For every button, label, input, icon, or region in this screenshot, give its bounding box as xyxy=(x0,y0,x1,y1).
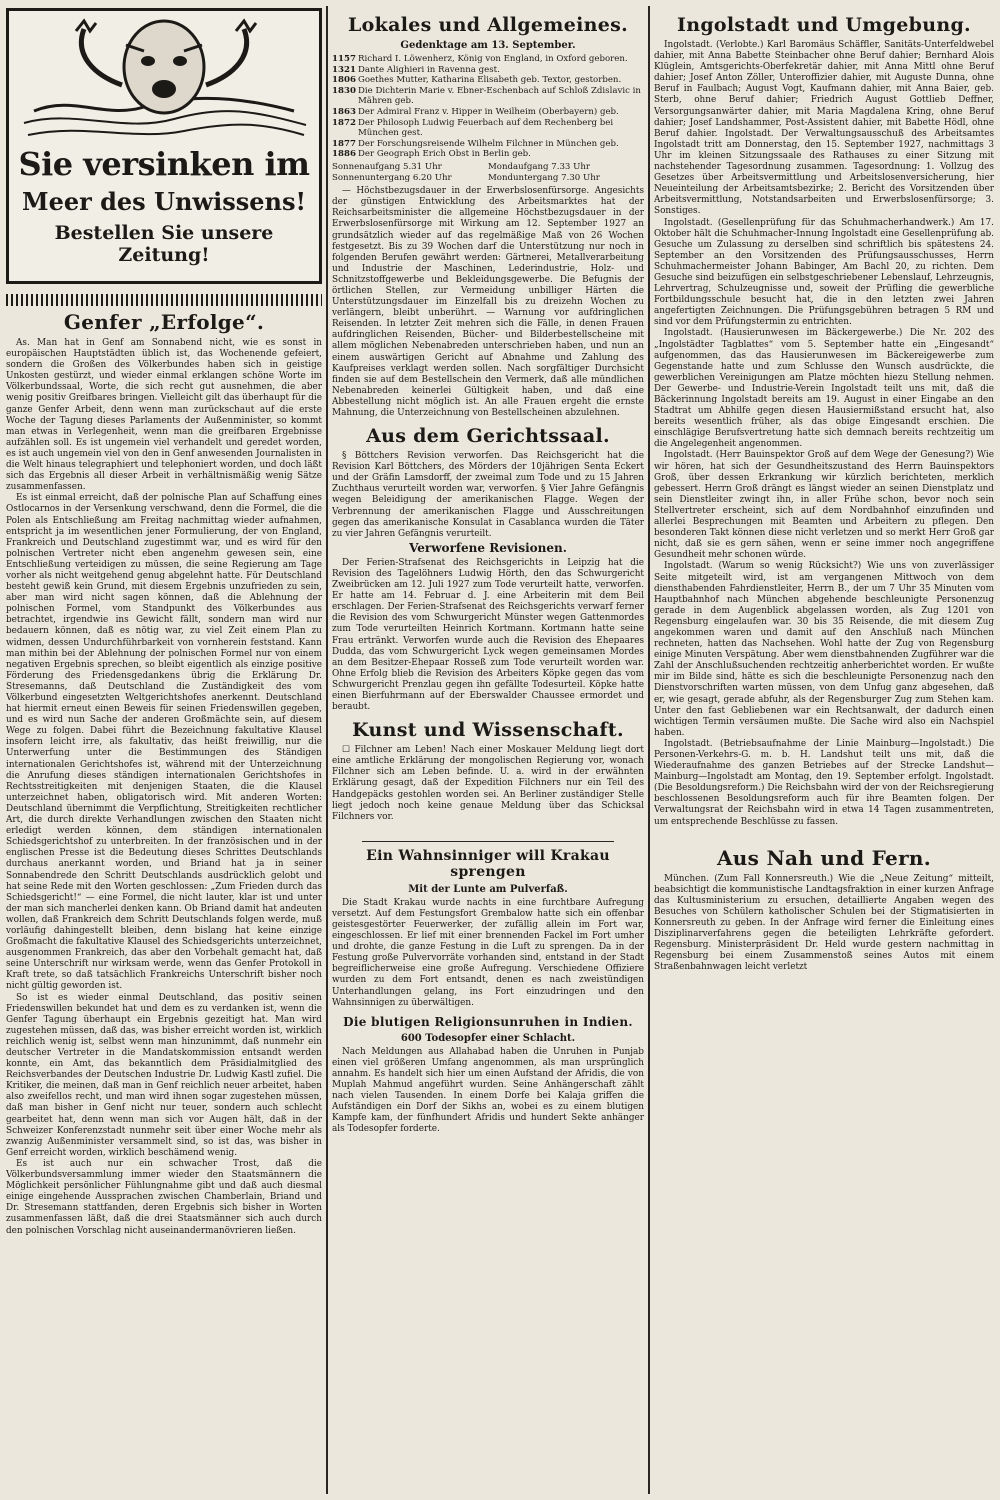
decorative-hatch-divider xyxy=(6,294,322,306)
list-item: 1806 Goethes Mutter, Katharina Elisabeth geb. Textor, gestorben. xyxy=(332,75,622,86)
kunst-body: ☐ Filchner am Leben! Nach einer Moskauer Meldung liegt dort eine amtliche Erklärung der mongolischen Regierung vor, wonach Filchner sich am Leben befinde. U. a. wird in der erwähnten Erklärung gesagt, daß der Expedition Filchners nur ein Teil des Handgepäcks gestohlen worden sei. An Berliner zuständiger Stelle liegt jedoch noch keine genaue Meldung über das Schicksal Filchners vor. xyxy=(332,745,644,822)
column-middle xyxy=(332,8,644,1494)
list-item: 1872 Der Philosoph Ludwig Feuerbach auf dem Rechenberg bei München gest. xyxy=(332,117,614,139)
krakau-body: Die Stadt Krakau wurde nachts in eine furchtbare Aufregung versetzt. Auf dem Festungsfort Grembalow hatte sich ein offenbar geistesgestörter Feuerwerker, der zufällig allein im Fort war, eingeschlossen. Er lief mit einer brennenden Fackel im Fort umher und drohte, die ganze Festung in die Luft zu sprengen. Da in der Festung große Pulvervorräte vorhanden sind, entstand in der Stadt begreiflicherweise eine große Aufregung. Verschiedene Offiziere wurden zu dem Fort entsandt, denen es nach zweistündigen Unterhandlungen gelang, ins Fort einzudringen und den Wahnsinnigen zu überwältigen. xyxy=(332,897,644,1008)
krakau-title: Ein Wahnsinniger will Krakau sprengen xyxy=(366,847,610,880)
gedenktage-list xyxy=(332,54,644,160)
article-paragraph: As. Man hat in Genf am Sonnabend nicht, wie es sonst in europäischen Hauptstädten üblich ist, das Wochenende gefeiert, sondern die Großen des Völkerbundes haben sich in geistige Unkosten gestürzt, und wieder einmal erklangen schöne Worte im Völkerbundssaal, Worte, die sich recht gut ausnehmen, die aber wenig positiv Greifbares bringen. Vielleicht gilt das überhaupt für die ganze Genfer Arbeit, denn wenn man zurückschaut auf die erste Woche der Tagung dieses Parlaments der Außenminister, so kommt man etwas in Verlegenheit, wenn man die greifbaren Ergebnisse aufzählen soll. Es ist ungemein viel verhandelt und geredet worden, es ist auch ungemein viel von den in Genf anwesenden Journalisten in die Welt hinaus telegraphiert und telephoniert worden, und doch läßt sich das Ergebnis all dieser Arbeit in verhältnismäßig wenig Sätze zusammenfassen. xyxy=(6,338,322,493)
list-item: 1830 Die Dichterin Marie v. Ebner-Eschenbach auf Schloß Zdislavic in Mähren geb. xyxy=(332,85,641,107)
column-left xyxy=(6,8,322,1494)
nah-fern-body: München. (Zum Fall Konnersreuth.) Wie die „Neue Zeitung“ mitteilt, beabsichtigt die kommunistische Landtagsfraktion in einer kurzen Anfrage das Kultusministerium zu ersuchen, detaillierte Angaben wegen des Besuches von Schülern katholischer Schulen bei der Stigmatisierten in Konnersreuth zu geben. In der Anfrage wird ferner die Einleitung eines Disziplinarverfahrens gegen die beteiligten Lehrkräfte gefordert. Regensburg. Ministerpräsident Dr. Held wurde gestern nachmittag in Regensburg bei einem Zusammenstoß seines Autos mit einem Straßenbahnwagen leicht verletzt xyxy=(654,873,994,973)
article-paragraph: So ist es wieder einmal Deutschland, das positiv seinen Friedenswillen bekundet hat und dem es zu verdanken ist, wenn die Genfer Tagung überhaupt ein Ergebnis gezeitigt hat. Man wird zugestehen müssen, daß das, was bisher erreicht worden ist, wirklich reichlich wenig ist, selbst wenn man hinzunimmt, daß nunmehr ein deutscher Vertreter in die Mandatskommission entsandt werden konnte, ein Amt, das bekanntlich dem Präsidialmitglied des Reichsverbandes der Deutschen Industrie Dr. Ludwig Kastl zufiel. Die Kritiker, die meinen, daß man in Genf reichlich neuer arbeitet, haben also zweifellos recht, und man wird ihnen sogar zugestehen müssen, daß man bisher in Genf nicht nur teuer, sondern auch schlecht gearbeitet hat, denn wenn man sich vor Augen hält, daß in der Schweizer Konferenzstadt nunmehr seit über einer Woche mehr als zwanzig Außenminister versammelt sind, so ist das, was bisher in Genf erreicht worden, wirklich beschämend wenig. xyxy=(6,992,322,1158)
ad-headline: Sie versinken im xyxy=(18,145,310,183)
krakau-subtitle: Mit der Lunte am Pulverfaß. xyxy=(408,883,568,895)
indien-subtitle: 600 Todesopfer einer Schlacht. xyxy=(400,1032,576,1044)
article-paragraph: Es ist auch nur ein schwacher Trost, daß die Völkerbundsversammlung immer wieder den Staatsmännern die Möglichkeit persönlicher Fühlungnahme gibt und daß auch diesmal einige eingehende Aussprachen zwischen Chamberlain, Briand und Dr. Stresemann stattfanden, deren Ergebnis sich bisher in Worten zusammenfassen läßt, daß die drei Staatsmänner sich auch durch den polnischen Vorschlag nicht auseinandermanövrieren ließen. xyxy=(6,1158,322,1236)
section-title-gericht: Aus dem Gerichtssaal. xyxy=(366,425,610,448)
list-item: 1863 Der Admiral Franz v. Hipper in Weilheim (Oberbayern) geb. xyxy=(332,106,619,117)
section-title-ingolstadt: Ingolstadt und Umgebung. xyxy=(677,14,971,36)
gericht-body: § Böttchers Revision verworfen. Das Reichsgericht hat die Revision Karl Böttchers, des Mörders der 10jährigen Senta Eckert und der Gräfin Lamsdorff, der zweimal zum Tode und zu 15 Jahren Zuchthaus verurteilt worden war, verworfen. § Vier Jahre Gefängnis wegen Beleidigung der amerikanischen Flagge. Wegen der Verbrennung der amerikanischen Flagge und Ausschreitungen gegen das amerikanische Konsulat in Casablanca wurden die Täter zu vier Jahren Gefängnis verurteilt. xyxy=(332,451,644,539)
indien-body: Nach Meldungen aus Allahabad haben die Unruhen in Punjab einen viel größeren Umfang angenommen, als man ursprünglich annahm. Es handelt sich hier um einen Aufstand der Afridis, die von Muplah Mahmud angeführt wurden. Seine Anhängerschaft zählt nach vielen Tausenden. In einem Dorfe bei Kalaja griffen die Aufständigen ein Dorf der Sikhs an, wobei es zu einem blutigen Kampfe kam, der fünfhundert Afridis und hundert Sekte anhänger als Todesopfer forderte. xyxy=(332,1046,644,1135)
section-title-kunst: Kunst und Wissenschaft. xyxy=(352,719,624,742)
indien-title: Die blutigen Religionsunruhen in Indien. xyxy=(343,1014,633,1029)
revisionen-body: Der Ferien-Strafsenat des Reichsgerichts in Leipzig hat die Revision des Tagelöhners Ludwig Hörth, den das Schwurgericht Zweibrücken am 12. Juli 1927 zum Tode verurteilt hatte, verworfen. Er hatte am 14. Februar d. J. eine Arbeiterin mit dem Beil erschlagen. Der Ferien-Strafsenat des Reichsgerichts verwarf ferner die Revision des vom Schwurgericht Münster wegen Gattenmordes zum Tode verurteilten Heinrich Kortmann. Kortmann hatte seine Frau ertränkt. Verworfen wurde auch die Revision des Ehepaares Dudda, das vom Schwurgericht Lyck wegen gemeinsamen Mordes an dem Besitzer-Ehepaar Rosseß zum Tode verurteilt worden war. Ohne Erfolg blieb die Revision des Arbeiters Köpke gegen das vom Schwurgericht Prenzlau gegen ihn gefällte Todesurteil. Köpke hatte einen Bierfuhrmann auf der Eberswalder Chaussee ermordet und beraubt. xyxy=(332,557,644,713)
drowning-figure-illustration xyxy=(14,15,314,143)
list-item: 1157 Richard I. Löwenherz, König von England, in Oxford geboren. xyxy=(332,54,628,64)
list-item: 1877 Der Forschungsreisende Wilhelm Filchner in München geb. xyxy=(332,138,619,149)
column-rule xyxy=(326,6,328,1494)
lokales-body: — Höchstbezugsdauer in der Erwerbslosenfürsorge. Angesichts der günstigen Entwicklung des Arbeitsmarktes hat der Reichsarbeitsminister die allgemeine Höchstbezugsdauer in der Erwerbslosenfürsorge mit Wirkung am 12. September 1927 an grundsätzlich wieder auf das regelmäßige Maß von 26 Wochen festgesetzt. Bis zu 39 Wochen darf die Unterstützung nur noch in folgenden Berufen gewährt werden: Gärtnerei, Metallverarbeitung und Industrie der Maschinen, Lederindustrie, Holz- und Schnitzstoffgewerbe und Bekleidungsgewerbe. Die Befugnis der örtlichen Stellen, zur Vermeidung unbilliger Härten die Unterstützungsdauer im Einzelfall bis zu dreizehn Wochen zu verlängern, bleibt unberührt. — Warnung vor aufdringlichen Reisenden. In letzter Zeit mehren sich die Fälle, in denen Frauen aufdringlichen Reisenden, Bücher- und Bilderbestellscheine mit allem möglichen Nebenabreden unterschrieben haben, und nun an einem auswärtigen Gericht auf Abnahme und Zahlung des Kaufpreises verklagt werden sollen. Nach sorgfältiger Durchsicht finden sie auf dem Bestellschein den Vermerk, daß alle mündlichen Nebenabreden keinerlei Gültigkeit haben, und daß eine Abbestellung nicht möglich ist. An alle Frauen ergeht die ernste Mahnung, die Unterzeichnung von Bestellscheinen abzulehnen. xyxy=(332,186,644,418)
sun-moon-times: Sonnenaufgang 5.31 Uhr Mondaufgang 7.33 Uhr Sonnenuntergang 6.20 Uhr Monduntergang 7.30 Uhr xyxy=(332,161,600,183)
list-item: 1886 Der Geograph Erich Obst in Berlin geb. xyxy=(332,149,531,160)
ad-call-to-action: Bestellen Sie unsere Zeitung! xyxy=(54,222,274,266)
revisionen-title: Verworfene Revisionen. xyxy=(409,540,567,555)
article-title: Genfer „Erfolge“. xyxy=(63,310,265,334)
column-rule xyxy=(648,6,650,1494)
section-title-nah-fern: Aus Nah und Fern. xyxy=(716,845,932,870)
column-right xyxy=(654,8,994,1494)
article-body xyxy=(6,338,322,1237)
article-paragraph: Es ist einmal erreicht, daß der polnische Plan auf Schaffung eines Ostlocarnos in der Versenkung verschwand, denn die Formel, die die Polen als Entschließung am Freitag nachmittag wieder aufnahmen, entspricht ja im wesentlichen jener Formulierung, der von England, Frankreich und Deutschland zugestimmt war, und es wird für den polnischen Vertreter nicht eben angenehm gewesen sein, eine Entschließung verteidigen zu müssen, die seine Regierung am Tage vorher als nicht weitgehend genug abgelehnt hatte. Für Deutschland besteht gewiß kein Grund, mit diesem Ergebnis unzufrieden zu sein, aber man wird nicht sagen können, daß die Ablehnung der polnischen Formel, vom Standpunkt des Völkerbundes aus betrachtet, irgendwie ins Gewicht fällt, sondern man wird nur bedauern können, daß es nötig war, zu viel Zeit einem Plan zu widmen, dessen Undurchführbarkeit von vornherein feststand. Kann man mithin bei der Ablehnung der polnischen Formel nur von einem negativen Ergebnis sprechen, so bleibt eigentlich als einzige positive Förderung des Friedensgedankens übrig die Erklärung Dr. Stresemanns, daß Deutschland die Zuständigkeit des vom Völkerbund eingesetzten Weltgerichtshofes anerkennt. Deutschland hat hiermit erneut einen Beweis für seinen Friedenswillen gegeben, und es wird nun Sache der anderen Großmächte sein, auf diesem Wege zu folgen. Dabei führt die Bezeichnung fakultative Klausel insofern leicht irre, als fakultativ, das heißt freiwillig, nur die Unterwerfung unter die Bestimmungen des Ständigen internationalen Gerichtshofes ist, während mit der Unterzeichnung die Anrufung dieses ständigen internationalen Gerichtshofes in Rechtsstreitigkeiten mit denjenigen Staaten, die die Klausel unterzeichnet haben, obligatorisch wird. Mit anderen Worten: Deutschland übernimmt die Verpflichtung, Streitigkeiten rechtlicher Art, die durch direkte Verhandlungen zwischen den Staaten nicht erledigt werden können, dem ständigen internationalen Schiedsgerichtshof zu unterbreiten. In der französischen und in der englischen Presse ist die Bedeutung dieses Schrittes Deutschlands durchaus anerkannt worden, und Briand hat ja in seiner Sonnabendrede den Schritt Deutschlands ausdrücklich gelobt und hat seine Rede mit den Worten geschlossen: „Zum Frieden durch das Schiedsgericht!“ — eine Formel, die nicht lauter, klar ist und unter der man sich mancherlei denken kann. Ob Briand damit hat andeuten wollen, daß Frankreich dem Schritt Deutschlands folgen werde, muß vorläufig dahingestellt bleiben, denn bislang hat keine einzige Großmacht die fakultative Klausel des Schiedsgerichts unterzeichnet, ausgenommen Frankreich, das aber den Vorbehalt gemacht hat, daß seine Unterschrift nur wirksam werde, wenn das Genfer Protokoll in Kraft trete, so daß tatsächlich Frankreichs Unterschrift bisher noch nicht gültig geworden ist. xyxy=(6,493,322,992)
gedenktage-title: Gedenktage am 13. September. xyxy=(400,40,576,51)
ingolstadt-body: Ingolstadt. (Verlobte.) Karl Baromäus Schäffler, Sanitäts-Unterfeldwebel dahier, mit Anna Babette Steinbacher ohne Beruf dahier; Bernhard Alois Klüglein, Amtsgerichts-Oberfekretär dahier, mit Anna Mittl ohne Beruf dahier; Josef Anton Zöller, Unteroffizier dahier, mit Auguste Dunna, ohne Beruf in Faulbach; August Vogt, Kaufmann dahier, mit Anna Baier, geb. Sterb, ohne Beruf dahier; Friedrich August Gottlieb Deffner, Versorgungsanwärter dahier, mit Maria Magdalena Kring, ohne Beruf dahier; Josef Landshammer, Post-Assistent dahier, mit Babette Hödl, ohne Beruf dahier. Ingolstadt. Der Verwaltungsausschuß des Arbeitsamtes Ingolstadt tritt am Donnerstag, den 15. September 1927, nachmittags 3 Uhr im kleinen Sitzungssaale des Rathauses zu einer Sitzung mit nachstehender Tagesordnung zusammen. Tagesordnung: 1. Vollzug des Gesetzes über Arbeitsvermittlung und Arbeitslosenversicherung, hier Neueinteilung der Arbeitsamtsbezirke; 2. Bericht des Vorsitzenden über Arbeitsvermittlung, Notstandsarbeiten und Erwerbslosenfürsorge; 3. Sonstiges. Ingolstadt. (Gesellenprüfung für das Schuhmacherhandwerk.) Am 17. Oktober hält die Schuhmacher-Innung Ingolstadt eine Gesellenprüfung ab. Gesuche um Zulassung zu derselben sind schriftlich bis spätestens 24. September an den Vorsitzenden des Prüfungsausschusses, Herrn Schuhmachermeister Johann Babinger, Am Bachl 20, zu richten. Dem Gesuche sind beizufügen ein selbstgeschriebener Lebenslauf, Lehrzeugnis, Lehrvertrag, Schulzeugnisse und, soweit der Prüfling die gewerbliche Fortbildungsschule besucht hat, die in den letzten zwei Jahren angefertigten Zeichnungen. Die Prüfungsgebühren betragen 5 RM und sind vor dem Prüfungstermin zu entrichten. Ingolstadt. (Hausierunwesen im Bäckergewerbe.) Die Nr. 202 des „Ingolstädter Tagblattes“ vom 5. September hatte ein „Eingesandt“ aufgenommen, das das Hausierunwesen im Bäckereigewerbe zum Gegenstande hatte und zum Schlusse den Wunsch ausdrückte, die gewerblichen Vereinigungen am Platze möchten hiezu Stellung nehmen. Der Gewerbe- und Industrie-Verein Ingolstadt teilt uns mit, daß die Bäckerinnung Ingolstadt bereits am 19. August in einer Eingabe an den Stadtrat um Abhilfe gegen diesen Hausiermißstand ersucht hat, also bereits wesentlich früher, als das obige Eingesandt erschien. Die einschlägige Berufsvertretung hatte sich demnach bereits rechtzeitig um die Angelegenheit angenommen. Ingolstadt. (Herr Bauinspektor Groß auf dem Wege der Genesung?) Wie wir hören, hat sich der Gesundheitszustand des Herrn Bauinspektors Groß, über dessen Erkrankung wir kürzlich berichteten, merklich gebessert. Herrn Groß drängt es längst wieder an seinen Dienstplatz und sein Dienstleiter zwingt ihn, in aller Frühe schon, bevor noch sein Stellvertreter erscheint, sich auf dem Nordbahnhof einzufinden und allerlei Besprechungen mit Beamten und Arbeitern zu pflegen. Den besonderen Takt können diese nicht verletzen und so merkt Herr Groß gar nicht, daß sie es gern sähen, wenn er seine immer noch angegriffene Gesundheit mehr schonen würde. Ingolstadt. (Warum so wenig Rücksicht?) Wie uns von zuverlässiger Seite mitgeteilt wird, ist am vergangenen Mittwoch von dem diensthabenden Fahrdienstleiter, Herrn B., der um 7 Uhr 35 Minuten vom Hauptbahnhof nach München abgehende beschleunigte Personenzug gerade in dem Augenblick abgelassen worden, als Zug 1201 von Regensburg eingelaufen war. 30 bis 35 Reisende, die mit diesem Zug angekommen waren und damit auf den Anschluß nach München rechneten, hatten das Nachsehen. Wohl hatte der Zug von Regensburg einige Minuten Verspätung. Aber wem dienstbahnenden Zugführer war die Zahl der Anschlußsuchenden rechtzeitig anherberichtet worden. Er wußte mir im Bilde sind, hätte es sich die beschleunigte Personenzug nach den Dienstvorschriften warten müssen, von dem Unfug ganz abgesehen, daß er, wie gesagt, gerade abfuhr, als der Regensburger Zug zum Stehen kam. Unter den fast Gebliebenen war ein Rechtsanwalt, der dadurch einen wichtigen Termin versäumen mußte. Die Sache wird also ein Nachspiel haben. Ingolstadt. (Betriebsaufnahme der Linie Mainburg—Ingolstadt.) Die Personen-Verkehrs-G. m. b. H. Landshut teilt uns mit, daß die Wiederaufnahme des ganzen Betriebes auf der Strecke Landshut—Mainburg—Ingolstadt am Montag, den 19. September erfolgt. Ingolstadt. (Die Besoldungsreform.) Die Reichsbahn wird der von der Reichsregierung beschlossenen Besoldungsreform auch für ihre Beamten folgen. Der Verwaltungsrat der Reichsbahn wird in etwa 14 Tagen zusammentreten, um entsprechende Beschlüsse zu fassen. xyxy=(654,40,994,827)
subscription-ad xyxy=(6,8,322,284)
list-item: 1321 Dante Alighieri in Ravenna gest. xyxy=(332,64,500,75)
section-title-lokales: Lokales und Allgemeines. xyxy=(347,14,629,36)
ad-subheadline: Meer des Unwissens! xyxy=(22,187,306,216)
